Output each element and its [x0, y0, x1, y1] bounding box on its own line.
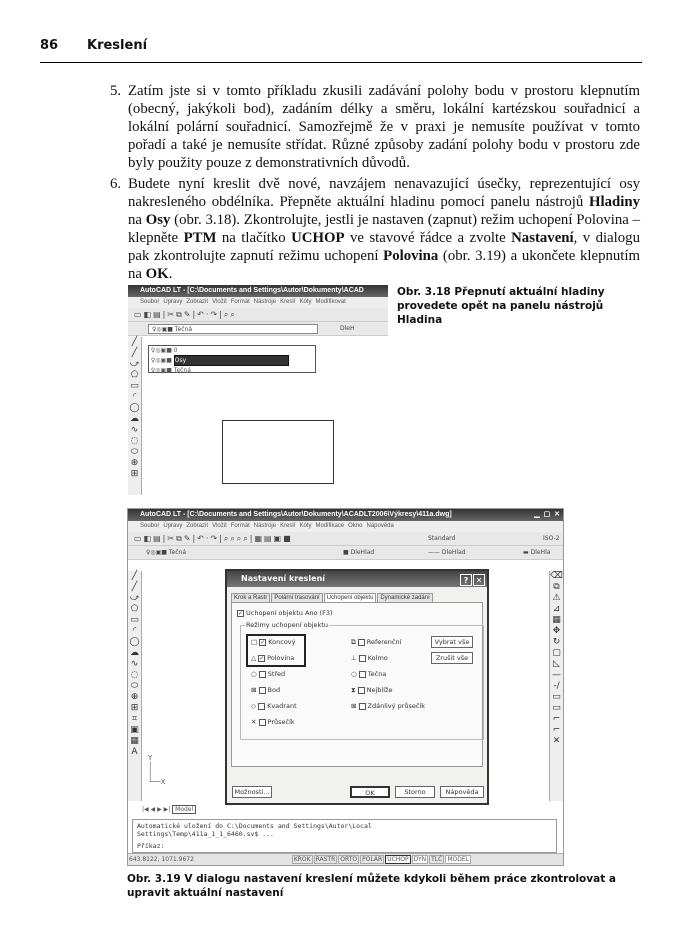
select-all-button[interactable]: Vybrat vše [431, 636, 473, 648]
item-text: Budete nyní kreslit dvě nové, navzájem nenavazující úsečky, reprezentující osy nakresleného obdélníka. Přepněte aktuální hladinu pomocí panelu nástrojů Hladiny na Osy (obr. 3.18). Zkontrolujte, jestli je nastaven (zapnut) režim uchopení Polovina – klepněte PTM na tlačítko UCHOP ve stavové řádce a zvolte Nastavení, v dialogu pak zkontrolujte zapnutí režimu uchopení Polovina (obr. 3.19) a ukončete klepnutím na OK. [128, 176, 640, 282]
layer-list [148, 345, 316, 373]
figure-3-19-caption: Obr. 3.19 V dialogu nastavení kreslení můžete kdykoli během práce zkontrolovat a upravit aktuální nastavení [127, 873, 616, 899]
ok-button[interactable]: OK [350, 786, 390, 798]
status-uchop[interactable]: UCHOP [387, 856, 409, 863]
status-bar [128, 853, 563, 865]
rectangle-drawing [222, 420, 334, 484]
snap-extension[interactable]: ⧉ Referenční [351, 638, 402, 646]
window-title: AutoCAD LT - [C:\Documents and Settings\Autor\Dokumenty\ACADLT2006\Výkresy\411a.dwg] ▁ ▢ ✕ [128, 509, 563, 521]
layout-tabs: |◀ ◀ ▶ ▶| Model [142, 805, 442, 815]
menu-bar: Soubor Úpravy Zobrazit Vložit Formát Nástroje Kreslí Kóty Modifikace Okno Nápověda [128, 521, 563, 532]
snap-tangent[interactable]: ○ Tečna [351, 670, 387, 678]
dialog-tabs [231, 593, 483, 602]
window-title: AutoCAD LT - [C:\Documents and Settings\Autor\Dokumenty\ACAD [128, 285, 388, 297]
dialog-title: Nastavení kreslení ? ✕ [227, 571, 487, 587]
snap-midpoint[interactable]: △ ✓ Polovina [251, 654, 295, 662]
layers-toolbar [128, 322, 388, 336]
tab-dynamic-input[interactable]: Dynamické zadání [377, 593, 432, 602]
command-history: Automatické uložení do C:\Documents and Settings\Autor\Local Settings\Temp\411a_1_1_6460.sv$ ... [137, 822, 372, 838]
command-prompt[interactable]: Příkaz: [137, 842, 165, 850]
snap-perpendicular[interactable]: ⊥ Kolmo [351, 654, 388, 662]
tab-snap-grid[interactable]: Krok a Rastr [231, 593, 270, 602]
status-model[interactable]: MODEL [447, 856, 469, 863]
cancel-button[interactable]: Storno [395, 786, 435, 798]
menu-bar: Soubor Úpravy Zobrazit Vložit Formát Nástroje Kreslí Kóty Modifikovat [128, 297, 388, 308]
list-item-6 [110, 175, 640, 283]
page-number: 86 [40, 38, 59, 53]
close-icon[interactable]: ✕ [473, 574, 485, 586]
item-text: Zatím jste si v tomto příkladu zkusili zadávání polohy bodu v prostoru klepnutím (obecný, jakýkoli bod), zadáním délky a směru, lokální kartézskou souřadnicí a lokální polární souřadnicí. Samozřejmě že v praxi je nemusíte používat v tomto pořadí a také je nemusíte střídat. Různé způsoby zadání polohy bodu v prostoru zde byly použity pouze z demonstrativních důvodů. [128, 83, 640, 171]
tab-object-snap[interactable]: Uchopení objektu [324, 593, 377, 602]
status-rastr[interactable]: RASTR [315, 856, 336, 863]
coordinates: 643.8122, 1071.9672 [129, 856, 194, 863]
clear-all-button[interactable]: Zrušit vše [431, 652, 473, 664]
draw-toolbar: ╱ ╱ ⤻ ⬠ ▭ ◜ ◯ ☁ ∿ ◌ ⬭ ⊕ ⊞ [128, 337, 142, 496]
standard-toolbar: ▭◧▤|✂⧉✎|↶·↷|⌕⌕ [128, 308, 388, 322]
help-icon[interactable]: ? [460, 574, 472, 586]
figure-3-18-screenshot [127, 284, 389, 496]
snap-intersection[interactable]: ✕ Průsečík [251, 718, 295, 726]
snap-nearest[interactable]: ⧗ Nejblíže [351, 686, 393, 694]
figure-3-18-caption: Obr. 3.18 Přepnutí aktuální hladiny provedete opět na panelu nástrojů Hladina [397, 286, 605, 326]
window-controls-icon: ▁ ▢ ✕ [534, 511, 561, 518]
snap-node[interactable]: ⊠ Bod [251, 686, 281, 694]
item-number: 6. [110, 176, 122, 192]
chapter-title: Kreslení [87, 38, 148, 53]
status-tlc[interactable]: TLČ [431, 856, 443, 863]
status-polar[interactable]: POLÁR [362, 856, 383, 863]
help-button[interactable]: Nápověda [440, 786, 484, 798]
draw-toolbar: ╱ ╱ ⤻ ⬠ ▭ ◜ ◯ ☁ ∿ ◌ ⬭ ⊕ ⊞ ⌗ ▣ ▦ A [128, 571, 142, 801]
drafting-settings-dialog [225, 569, 489, 805]
options-button[interactable]: Možnosti... [232, 786, 272, 798]
list-item-5 [110, 82, 640, 172]
header-rule [40, 62, 642, 63]
layer-item[interactable]: ♀◎▣■ 0 [149, 347, 178, 354]
osnap-on-checkbox[interactable]: ✓ Uchopení objektu Ano (F3) [238, 609, 333, 617]
status-orto[interactable]: ORTO [340, 856, 358, 863]
snap-center[interactable]: ○ Střed [251, 670, 286, 678]
modify-toolbar: ⌫ ⧉ ⚠ ⊿ ▦ ✥ ↻ ▢ ◺ — -/ ▭ ▭ ⌐ ⌐ ✕ [549, 571, 563, 801]
command-window [132, 819, 557, 853]
object-snap-pane [231, 602, 483, 767]
tab-model[interactable]: Model [172, 805, 196, 814]
snap-endpoint[interactable]: □ ✓ Koncový [251, 638, 296, 646]
item-number: 5. [110, 83, 122, 99]
status-dyn[interactable]: DYN [413, 856, 427, 863]
numbered-list [110, 82, 640, 286]
layer-dropdown[interactable]: ♀◎▣■ Tečná [148, 324, 318, 334]
figure-3-19-screenshot [127, 508, 564, 866]
tab-polar[interactable]: Polární trasování [271, 593, 322, 602]
snap-apparent-intersection[interactable]: ⊠ Zdánlivý průsečík [351, 702, 426, 710]
standard-toolbar: ▭◧▤|✂⧉✎|↶·↷|⌕⌕⌕⌕|▦▤▣■ Standard ISO-2 [128, 532, 563, 546]
ucs-icon: Y │ │ └──X [148, 754, 166, 786]
color-dropdown[interactable]: DleH [340, 325, 355, 332]
page-header [40, 38, 147, 53]
snap-quadrant[interactable]: ◇ Kvadrant [251, 702, 297, 710]
layer-item-selected[interactable]: ♀◎▣■ Osy [149, 355, 315, 366]
layer-item[interactable]: ♀◎▣■ Tečná [149, 367, 191, 374]
properties-toolbar: ♀◎▣■ Tečná ■ DleHlad —— DleHlad ▬ DleHla [128, 546, 563, 560]
status-krok[interactable]: KROK [293, 856, 311, 863]
osnap-modes-group: Režimy uchopení objektu □ ✓ Koncový △ ✓ Polovina ○ Střed ⊠ Bod ◇ Kvadrant ✕ Průsečík ⧉ Referenční ⊥ Kolmo ○ Tečna ⧗ Nejblíže ⊠ Zdánlivý průsečík Vybrat vše Zrušit vše [240, 625, 484, 740]
